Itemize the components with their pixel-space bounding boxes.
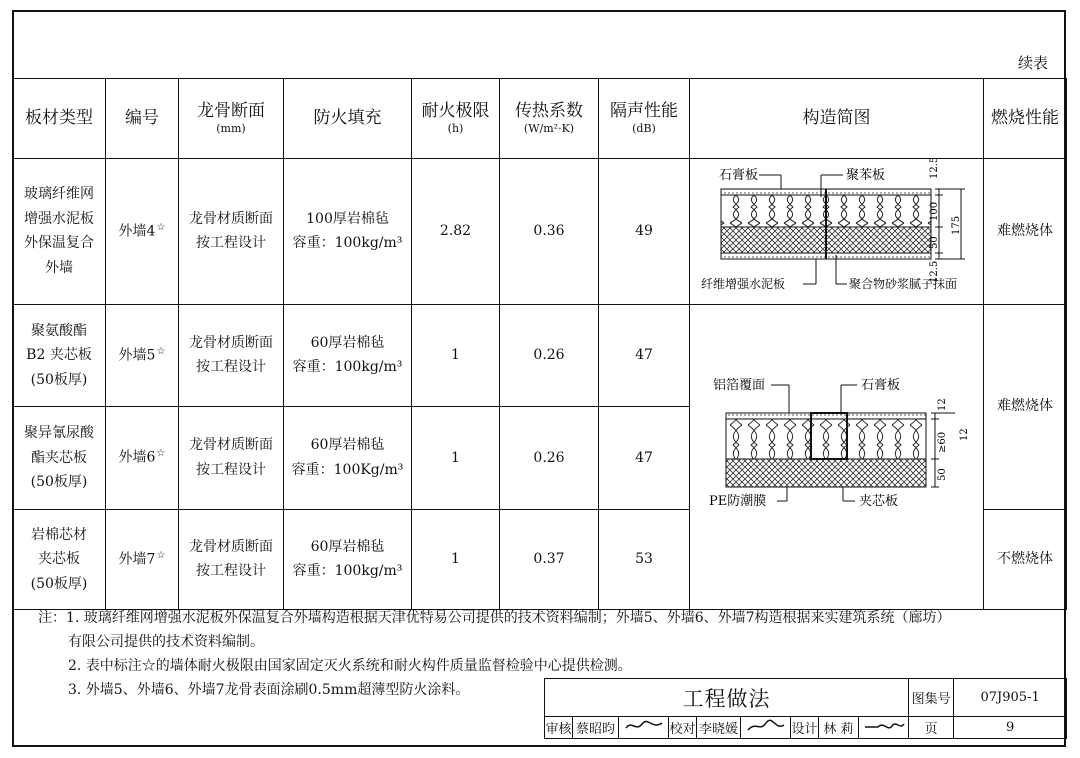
keel-cell: 龙骨材质断面 按工程设计 [179,509,284,609]
header-fire: 耐火极限 (h) [412,79,500,159]
svg-text:50: 50 [936,467,948,481]
svg-text:50: 50 [928,236,940,249]
header-diagram: 构造简图 [690,79,984,159]
combustion-cell: 难燃烧体 [984,159,1067,305]
designer-name: 林 莉 [819,717,859,739]
combustion-cell: 难燃烧体 [984,304,1067,509]
note-3: 3. 外墙5、外墙6、外墙7龙骨表面涂刷0.5mm超薄型防火涂料。 [68,682,470,698]
page-number: 9 [954,717,1067,739]
label-eps: 聚苯板 [845,168,885,183]
type-cell: 岩棉芯材 夹芯板 (50板厚) [13,509,106,609]
reviewer-name: 蔡昭昀 [573,717,619,739]
sound-cell: 47 [599,407,690,510]
svg-text:12: 12 [936,397,948,411]
label-sandwich: 夹芯板 [858,493,898,509]
heat-cell: 0.36 [500,159,599,305]
label-gypsum-2: 石膏板 [860,377,900,393]
table-row [13,159,1067,305]
label-polymer-mortar: 聚合物砂浆腻子抹面 [848,277,957,291]
combustion-cell: 不燃烧体 [984,509,1067,609]
diagram-cell-2 [690,304,984,610]
reviewer-signature [619,717,669,739]
header-code: 编号 [106,79,179,159]
fill-cell: 60厚岩棉毡 容重：100kg/m³ [284,304,412,407]
heat-cell: 0.37 [500,509,599,609]
label-fiber-cement: 纤维增强水泥板 [700,277,785,291]
designer-signature [859,717,909,739]
note-1: 注：1. 玻璃纤维网增强水泥板外保温复合外墙构造根据天津优特易公司提供的技术资料编制；外墙5、外墙6、外墙7构造根据来实建筑系统（廊坊） [38,610,951,626]
fire-cell: 1 [412,509,500,609]
header-heat: 传热系数 (W/m²·K) [500,79,599,159]
sound-cell: 47 [599,304,690,407]
label-foil: 铝箔覆面 [712,377,765,393]
label-pe-film: PE防潮膜 [708,493,766,509]
code-cell: 外墙6☆ [106,407,179,510]
svg-text:175: 175 [950,215,962,235]
svg-text:100: 100 [928,201,940,221]
type-cell: 聚异氰尿酸 酯夹芯板 (50板厚) [13,407,106,510]
heat-cell: 0.26 [500,407,599,510]
checker-name: 李晓媛 [697,717,741,739]
title-block [544,678,1067,739]
header-sound: 隔声性能 (dB) [599,79,690,159]
header-type: 板材类型 [13,79,106,159]
atlas-number: 07J905-1 [954,679,1067,717]
fire-cell: 1 [412,304,500,407]
page-label: 页 [909,717,954,739]
table-row [13,304,1067,407]
design-label: 设计 [791,717,819,739]
svg-text:12.5: 12.5 [928,159,940,179]
atlas-label: 图集号 [909,679,954,717]
sound-cell: 49 [599,159,690,305]
checker-signature [741,717,791,739]
code-cell: 外墙4☆ [106,159,179,305]
keel-cell: 龙骨材质断面 按工程设计 [179,304,284,407]
header-keel: 龙骨断面 (mm) [179,79,284,159]
wall-section-diagram-2 [691,305,983,601]
keel-cell: 龙骨材质断面 按工程设计 [179,159,284,305]
type-cell: 聚氨酸酯 B2 夹芯板 (50板厚) [13,304,106,407]
type-cell: 玻璃纤维网 增强水泥板 外保温复合 外墙 [13,159,106,305]
svg-text:12.5: 12.5 [928,260,940,283]
header-combustion: 燃烧性能 [984,79,1067,159]
fill-cell: 60厚岩棉毡 容重：100Kg/m³ [284,407,412,510]
keel-cell: 龙骨材质断面 按工程设计 [179,407,284,510]
check-label: 校对 [669,717,697,739]
diagram-cell-1 [690,159,984,305]
svg-text:≥60: ≥60 [936,431,948,453]
construction-table [12,78,1067,610]
sound-cell: 53 [599,509,690,609]
fire-cell: 2.82 [412,159,500,305]
header-row [13,79,1067,159]
fill-cell: 60厚岩棉毡 容重：100kg/m³ [284,509,412,609]
header-fill: 防火填充 [284,79,412,159]
note-1-cont: 有限公司提供的技术资料编制。 [68,634,264,650]
label-gypsum: 石膏板 [718,168,758,183]
code-cell: 外墙5☆ [106,304,179,407]
drawing-title: 工程做法 [545,679,909,717]
svg-text:12: 12 [958,427,970,441]
fill-cell: 100厚岩棉毡 容重：100kg/m³ [284,159,412,305]
continuation-label: 续表 [1017,54,1048,72]
wall-section-diagram-1 [691,159,983,295]
note-2: 2. 表中标注☆的墙体耐火极限由国家固定灭火系统和耐火构件质量监督检验中心提供检测。 [68,658,632,674]
heat-cell: 0.26 [500,304,599,407]
fire-cell: 1 [412,407,500,510]
code-cell: 外墙7☆ [106,509,179,609]
review-label: 审核 [545,717,573,739]
